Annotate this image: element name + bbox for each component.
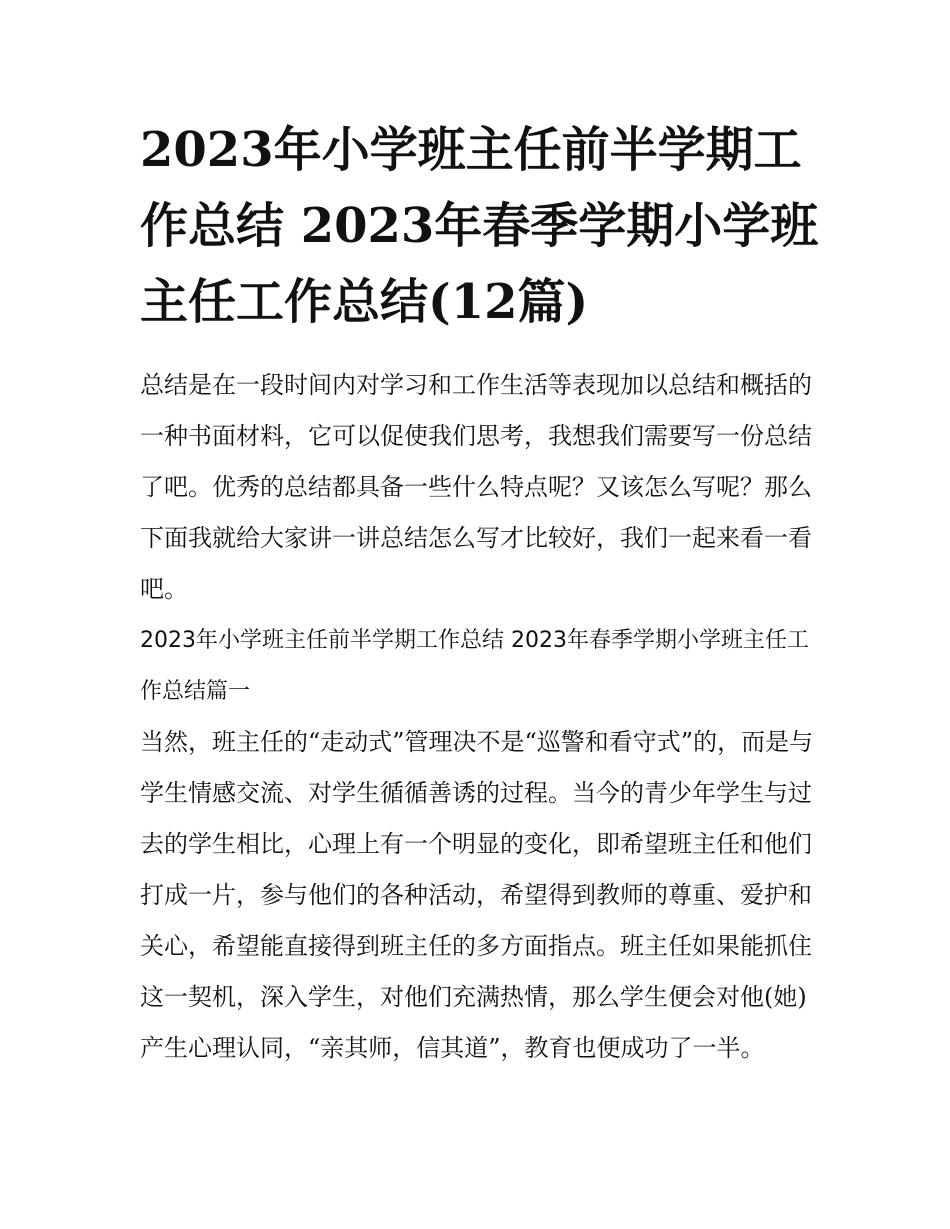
document-title: 2023年小学班主任前半学期工作总结 2023年春季学期小学班主任工作总结(12篇): [140, 122, 819, 330]
intro-paragraph: 总结是在一段时间内对学习和工作生活等表现加以总结和概括的一种书面材料，它可以促使我们思考，我想我们需要写一份总结了吧。优秀的总结都具备一些什么特点呢？又该怎么写呢？那么下面我就给大家讲一讲总结怎么写才比较好，我们一起来看一看吧。: [140, 371, 812, 603]
document-page: [140, 112, 820, 1074]
body-paragraph: 当然，班主任的“走动式”管理决不是“巡警和看守式”的，而是与学生情感交流、对学生循循善诱的过程。当今的青少年学生与过去的学生相比，心理上有一个明显的变化，即希望班主任和他们打成一片，参与他们的各种活动，希望得到教师的尊重、爱护和关心，希望能直接得到班主任的多方面指点。班主任如果能抓住这一契机，深入学生，对他们充满热情，那么学生便会对他(她)产生心理认同，“亲其师，信其道”，教育也便成功了一半。: [140, 728, 814, 1062]
section-heading: 2023年小学班主任前半学期工作总结 2023年春季学期小学班主任工作总结篇一: [140, 628, 809, 704]
